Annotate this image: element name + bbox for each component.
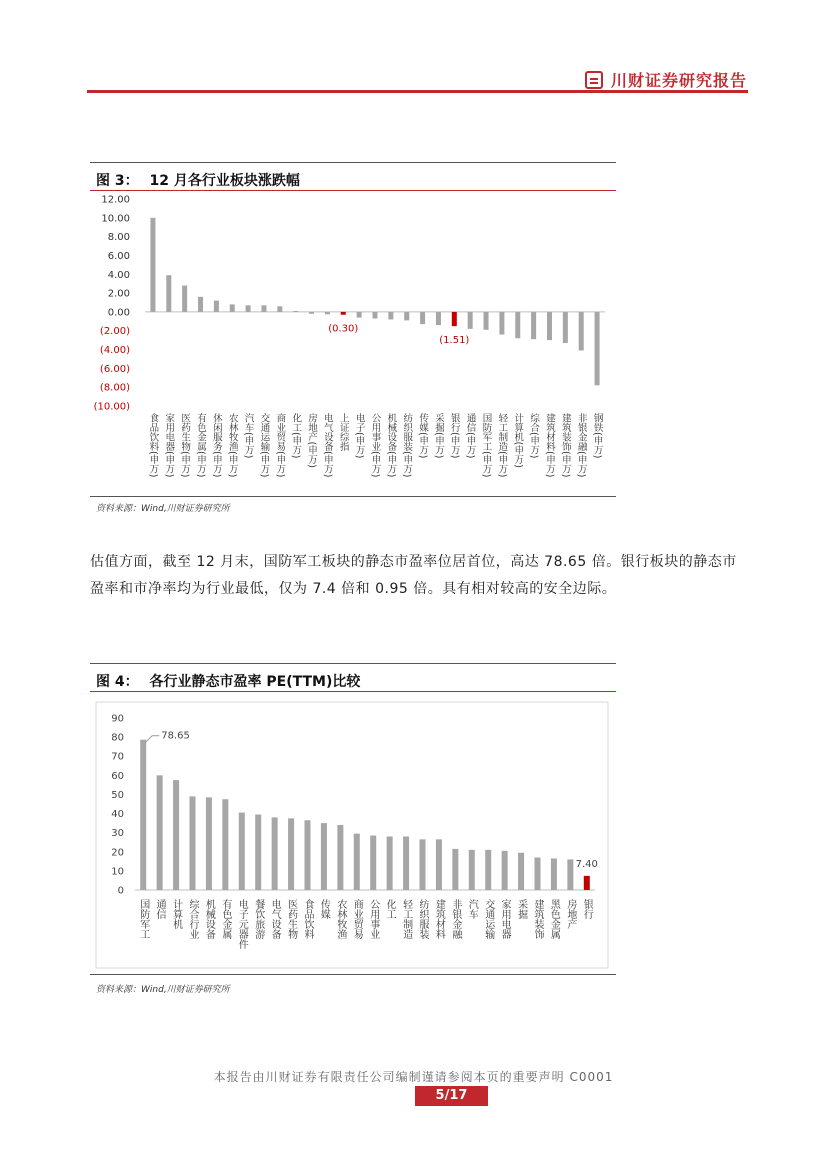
y-tick-label: 30	[111, 828, 124, 840]
bar	[563, 312, 568, 343]
y-tick-label: 50	[111, 789, 124, 801]
brand-logo-icon	[585, 71, 603, 89]
header-divider	[87, 90, 748, 93]
y-tick-label: 2.00	[107, 288, 130, 300]
x-tick-label: 综合(申万)	[528, 413, 540, 459]
x-tick-label: 医药生物(申万)	[179, 413, 191, 478]
bar	[515, 312, 520, 338]
y-tick-label: (10.00)	[93, 401, 130, 413]
x-tick-label: 化工(申万)	[290, 413, 302, 459]
bar	[246, 305, 251, 312]
brand-name: 川财证券研究报告	[610, 71, 747, 90]
x-tick-label: 家用电器	[499, 899, 511, 939]
bar	[198, 297, 203, 312]
figure4-top-rule	[90, 663, 616, 664]
x-tick-label: 食品饮料(申万)	[147, 413, 159, 478]
page-number: 5/17	[415, 1086, 488, 1106]
y-tick-label: 80	[111, 732, 124, 744]
bar	[436, 312, 441, 325]
bar	[173, 780, 179, 890]
data-label: 78.65	[161, 730, 190, 742]
x-tick-label: 传媒(申万)	[417, 413, 429, 459]
x-tick-label: 电气设备	[269, 899, 281, 939]
bar	[499, 312, 504, 335]
bar	[387, 836, 393, 890]
body-paragraph: 估值方面，截至 12 月末，国防军工板块的静态市盈率位居首位，高达 78.65 倍。银行板块的静态市盈率和市净率均为行业最低，仅为 7.4 倍和 0.95 倍。具有相对较高的安全边际。	[90, 554, 737, 597]
x-tick-label: 通信	[154, 899, 166, 919]
x-tick-label: 餐饮旅游	[252, 899, 264, 939]
bar	[370, 836, 376, 890]
bar	[140, 740, 146, 890]
bar	[502, 851, 508, 890]
bar	[595, 312, 600, 385]
report-brand	[585, 68, 747, 91]
y-tick-label: 4.00	[107, 269, 130, 281]
bar	[321, 823, 327, 890]
bar	[272, 817, 278, 890]
x-tick-label: 计算机	[170, 899, 182, 929]
bar	[404, 312, 409, 320]
figure3-bottom-rule	[90, 496, 616, 497]
bar	[325, 312, 330, 314]
bar	[579, 312, 584, 351]
data-label: (0.30)	[328, 323, 359, 335]
bar	[239, 813, 245, 890]
x-tick-label: 电气设备(申万)	[321, 413, 333, 478]
x-tick-label: 建筑装饰	[532, 899, 543, 939]
y-tick-label: 6.00	[107, 250, 130, 262]
x-tick-label: 银行	[581, 899, 593, 919]
x-tick-label: 上证综指	[337, 413, 349, 451]
x-tick-label: 机械设备(申万)	[385, 413, 397, 478]
bar	[354, 834, 360, 890]
y-tick-label: (2.00)	[99, 326, 130, 338]
figure4-bottom-rule	[90, 974, 616, 975]
x-tick-label: 建筑材料	[433, 899, 445, 939]
x-tick-label: 家用电器(申万)	[163, 413, 175, 478]
x-tick-label: 电子元器件	[236, 899, 248, 949]
chart-industry-pe	[90, 696, 616, 974]
x-tick-label: 采掘(申万)	[432, 413, 444, 459]
y-tick-label: 10.00	[101, 213, 130, 225]
figure3-title-text: 12 月各行业板块涨跌幅	[149, 173, 300, 189]
x-tick-label: 机械设备	[203, 899, 215, 939]
bar	[293, 311, 298, 312]
bar	[452, 849, 458, 890]
figure3-source: 资料来源：Wind,川财证券研究所	[96, 504, 230, 514]
bar	[182, 286, 187, 312]
data-label: (1.51)	[439, 335, 470, 347]
figure3-title	[96, 170, 300, 190]
x-tick-label: 有色金属	[219, 899, 231, 939]
bar	[485, 850, 491, 890]
x-tick-label: 汽车(申万)	[242, 413, 254, 459]
bar	[436, 839, 442, 890]
bar	[150, 218, 155, 312]
x-tick-label: 医药生物	[285, 899, 297, 939]
bar	[261, 305, 266, 312]
x-tick-label: 农林牧渔	[334, 899, 346, 939]
bar	[214, 301, 219, 312]
bar	[206, 797, 212, 890]
x-tick-label: 电子(申万)	[353, 413, 365, 459]
bar	[551, 858, 557, 890]
y-tick-label: 10	[111, 866, 124, 878]
x-tick-label: 钢铁(申万)	[591, 413, 603, 459]
figure4-title	[96, 671, 360, 691]
y-tick-label: 12.00	[101, 194, 130, 206]
bar	[531, 312, 536, 339]
y-tick-label: 40	[111, 809, 124, 821]
x-tick-label: 交通运输	[482, 899, 494, 939]
y-tick-label: 8.00	[107, 232, 130, 244]
figure3-top-rule	[90, 162, 616, 163]
bar	[484, 312, 489, 330]
figure4-label: 图 4：	[96, 674, 139, 690]
x-tick-label: 黑色金属	[548, 899, 560, 939]
x-tick-label: 纺织服装(申万)	[401, 413, 413, 478]
x-tick-label: 汽车	[466, 899, 478, 919]
y-tick-label: 70	[111, 751, 124, 763]
bar	[468, 312, 473, 329]
x-tick-label: 银行(申万)	[448, 413, 460, 459]
y-tick-label: 20	[111, 847, 124, 859]
x-tick-label: 通信(申万)	[464, 413, 476, 459]
y-tick-label: (8.00)	[99, 382, 130, 394]
x-tick-label: 公用事业(申万)	[369, 413, 381, 478]
bar	[518, 853, 524, 890]
y-tick-label: 60	[111, 770, 124, 782]
bar	[305, 820, 311, 890]
x-tick-label: 传媒	[318, 899, 330, 919]
bar	[420, 312, 425, 324]
x-tick-label: 计算机(申万)	[512, 413, 524, 468]
x-tick-label: 食品饮料	[302, 899, 313, 939]
bar	[373, 312, 378, 319]
y-tick-label: (4.00)	[99, 345, 130, 357]
x-tick-label: 农林牧渔(申万)	[226, 413, 238, 478]
x-tick-label: 商业贸易(申万)	[274, 413, 286, 478]
data-label: 7.40	[575, 858, 598, 870]
figure4-title-rule	[90, 691, 616, 692]
bar	[255, 815, 261, 890]
x-tick-label: 建筑装饰(申万)	[559, 413, 571, 478]
bar	[222, 799, 228, 890]
x-tick-label: 交通运输(申万)	[258, 413, 270, 478]
figure4-source: 资料来源：Wind,川财证券研究所	[96, 985, 230, 995]
x-tick-label: 纺织服装	[417, 899, 428, 939]
y-tick-label: 90	[111, 713, 124, 725]
bar	[309, 312, 314, 314]
x-tick-label: 轻工制造(申万)	[496, 413, 508, 478]
x-tick-label: 综合行业	[187, 899, 198, 939]
bar	[403, 836, 409, 890]
bar	[420, 839, 426, 890]
bar	[469, 850, 475, 890]
figure4-title-text: 各行业静态市盈率 PE(TTM)比较	[149, 674, 361, 690]
bar	[341, 312, 346, 315]
bar	[547, 312, 552, 340]
x-tick-label: 休闲服务(申万)	[210, 413, 222, 478]
bar	[452, 312, 457, 326]
footer-disclaimer: 本报告由川财证券有限责任公司编制谨请参阅本页的重要声明 C0001	[213, 1070, 614, 1084]
x-tick-label: 房地产	[564, 899, 576, 929]
y-tick-label: (6.00)	[99, 363, 130, 375]
figure3-label: 图 3：	[96, 173, 139, 189]
bar	[535, 858, 541, 890]
x-tick-label: 公用事业	[367, 899, 379, 939]
bar	[190, 796, 196, 890]
x-tick-label: 非银金融	[449, 899, 461, 939]
bar	[288, 818, 294, 890]
x-tick-label: 房地产(申万)	[306, 413, 318, 468]
bar	[584, 876, 590, 890]
chart-industry-change	[90, 191, 616, 496]
bar	[388, 312, 393, 320]
bar	[230, 304, 235, 312]
x-tick-label: 建筑材料(申万)	[543, 413, 555, 478]
y-tick-label: 0	[117, 885, 124, 897]
bar	[567, 859, 573, 890]
x-tick-label: 国防军工	[137, 899, 149, 939]
bar	[277, 306, 282, 312]
y-tick-label: 0.00	[107, 307, 130, 319]
x-tick-label: 化工	[384, 899, 396, 919]
x-tick-label: 轻工制造	[400, 899, 412, 939]
x-tick-label: 国防军工(申万)	[480, 413, 492, 478]
bar	[337, 825, 343, 890]
x-tick-label: 非银金融(申万)	[575, 413, 587, 478]
x-tick-label: 有色金属(申万)	[195, 413, 207, 478]
x-tick-label: 采掘	[515, 899, 527, 919]
x-tick-label: 商业贸易	[351, 899, 363, 939]
bar	[166, 275, 171, 312]
bar	[157, 775, 163, 890]
bar	[357, 312, 362, 318]
